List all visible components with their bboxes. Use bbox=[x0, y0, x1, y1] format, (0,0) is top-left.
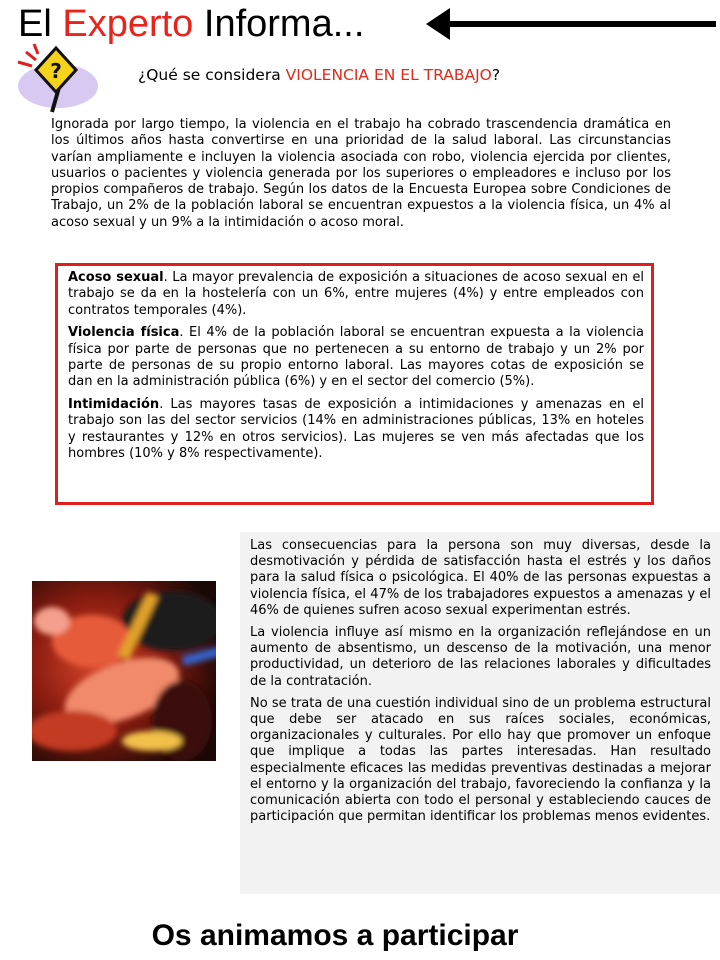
left-arrow-icon bbox=[420, 2, 720, 46]
question-highlight: VIOLENCIA EN EL TRABAJO bbox=[285, 66, 492, 84]
question-suffix: ? bbox=[491, 66, 501, 84]
statistics-box bbox=[55, 263, 654, 505]
svg-text:?: ? bbox=[50, 59, 62, 83]
question-warning-sign-icon bbox=[10, 40, 100, 116]
panel-paragraph: Las consecuencias para la persona son muy diversas, desde la desmotivación y pérdida de satisfacción hasta el estrés y los daños para la salud física o psicológica. El 40% de las personas expuestas a violencia física, el 47% de los trabajadores expuestos a amenazas y el 46% de quienes sufren acoso sexual experimentan estrés. bbox=[250, 538, 711, 618]
question-prefix: ¿Qué se considera bbox=[138, 66, 286, 84]
box-item-heading: Intimidación bbox=[68, 396, 160, 412]
intro-paragraph: Ignorada por largo tiempo, la violencia en el trabajo ha cobrado trascendencia dramática en los últimos años hasta convertirse en una prioridad de la salud laboral. Las circunstancias varían ampliamente e incluyen la violencia asociada con robo, violencia ejercida por clientes, usuarios o pacientes y violencia generada por los superiores o empleadores e incluso por los propios compañeros de trabajo. Según los datos de la Encuesta Europea sobre Condiciones de Trabajo, un 2% de la población laboral se encuentran expuestos a la violencia física, un 4% al acoso sexual y un 9% a la intimidación o acoso moral. bbox=[51, 117, 671, 230]
panel-paragraph: La violencia influye así mismo en la organización reflejándose en un aumento de absentismo, un descenso de la motivación, una menor productividad, un deterioro de las relaciones laborales y dificultades de la contratación. bbox=[250, 625, 711, 689]
box-item-text: . El 4% de la población laboral se encuentran expuesta a la violencia física por parte de personas que no pertenecen a su entorno de trabajo y un 2% por parte de personas de su propio entorno laboral. Las mayores cotas de exposición se dan en la administración pública (6%) y en el sector del comercio (5%). bbox=[68, 325, 644, 390]
box-item-acoso bbox=[68, 270, 644, 319]
title-part-1: El bbox=[18, 3, 63, 45]
box-item-intimidacion bbox=[68, 397, 644, 463]
title-accent: Experto bbox=[62, 3, 194, 45]
footer-title: Os animamos a participar bbox=[151, 919, 519, 952]
box-item-violencia bbox=[68, 325, 644, 391]
section-question bbox=[138, 64, 638, 86]
consequences-panel bbox=[240, 532, 720, 894]
title-part-2: Informa... bbox=[193, 3, 365, 45]
box-item-heading: Acoso sexual bbox=[68, 270, 164, 285]
box-item-heading: Violencia física bbox=[68, 325, 180, 341]
panel-paragraph: No se trata de una cuestión individual sino de un problema estructural que debe ser atacado en sus raíces sociales, económicas, organizacionales y culturales. Por ello hay que promover un enfoque que implique a todas las partes interesadas. Han resultado especialmente eficaces las medidas preventivas destinadas a mejorar el entorno y la organización del trabajo, favoreciendo la confianza y la comunicación abierta con todo el personal y estableciendo cauces de participación que permitan identificar los problemas menos evidentes. bbox=[250, 695, 711, 825]
abstract-violence-photo bbox=[32, 581, 216, 761]
box-item-text: . La mayor prevalencia de exposición a situaciones de acoso sexual en el trabajo se da en la hostelería con un 6%, entre mujeres (4%) y entre empleados con contratos temporales (4%). bbox=[68, 270, 644, 318]
box-item-text: . Las mayores tasas de exposición a intimidaciones y amenazas en el trabajo son las del sector servicios (14% en administraciones públicas, 13% en hoteles y restaurantes y 12% en otros servicios). Las mujeres se ven más afectadas que los hombres (10% y 8% respectivamente). bbox=[68, 396, 644, 462]
